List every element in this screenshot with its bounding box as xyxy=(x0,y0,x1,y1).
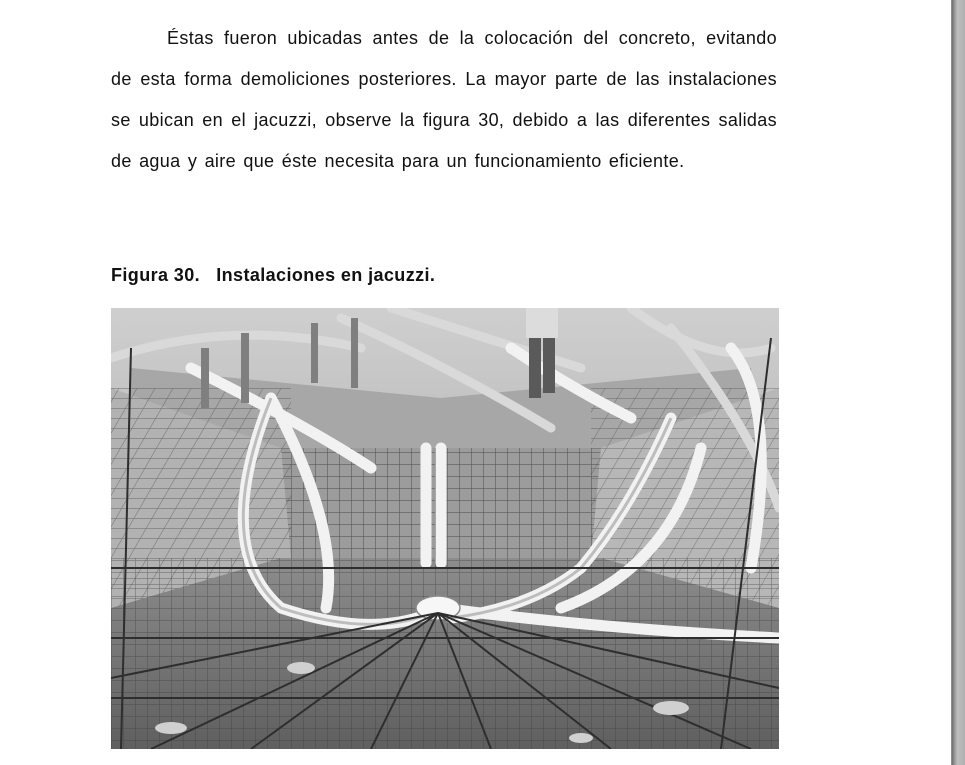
figure-title: Instalaciones en jacuzzi. xyxy=(216,265,436,285)
viewer-scroll-edge xyxy=(952,0,965,765)
body-paragraph xyxy=(111,18,777,182)
jacuzzi-photo-illustration xyxy=(111,308,779,749)
jacuzzi-photo xyxy=(111,308,779,749)
paragraph-text: Éstas fueron ubicadas antes de la colocación del concreto, evitando de esta forma demoliciones posteriores. La mayor parte de las instalaciones se ubican en el jacuzzi, observe la figura 30, debido a las diferentes salidas de agua y aire que éste necesita para un funcionamiento eficiente. xyxy=(111,28,777,171)
figure-number: Figura 30. xyxy=(111,265,201,285)
figure-caption xyxy=(111,265,435,286)
